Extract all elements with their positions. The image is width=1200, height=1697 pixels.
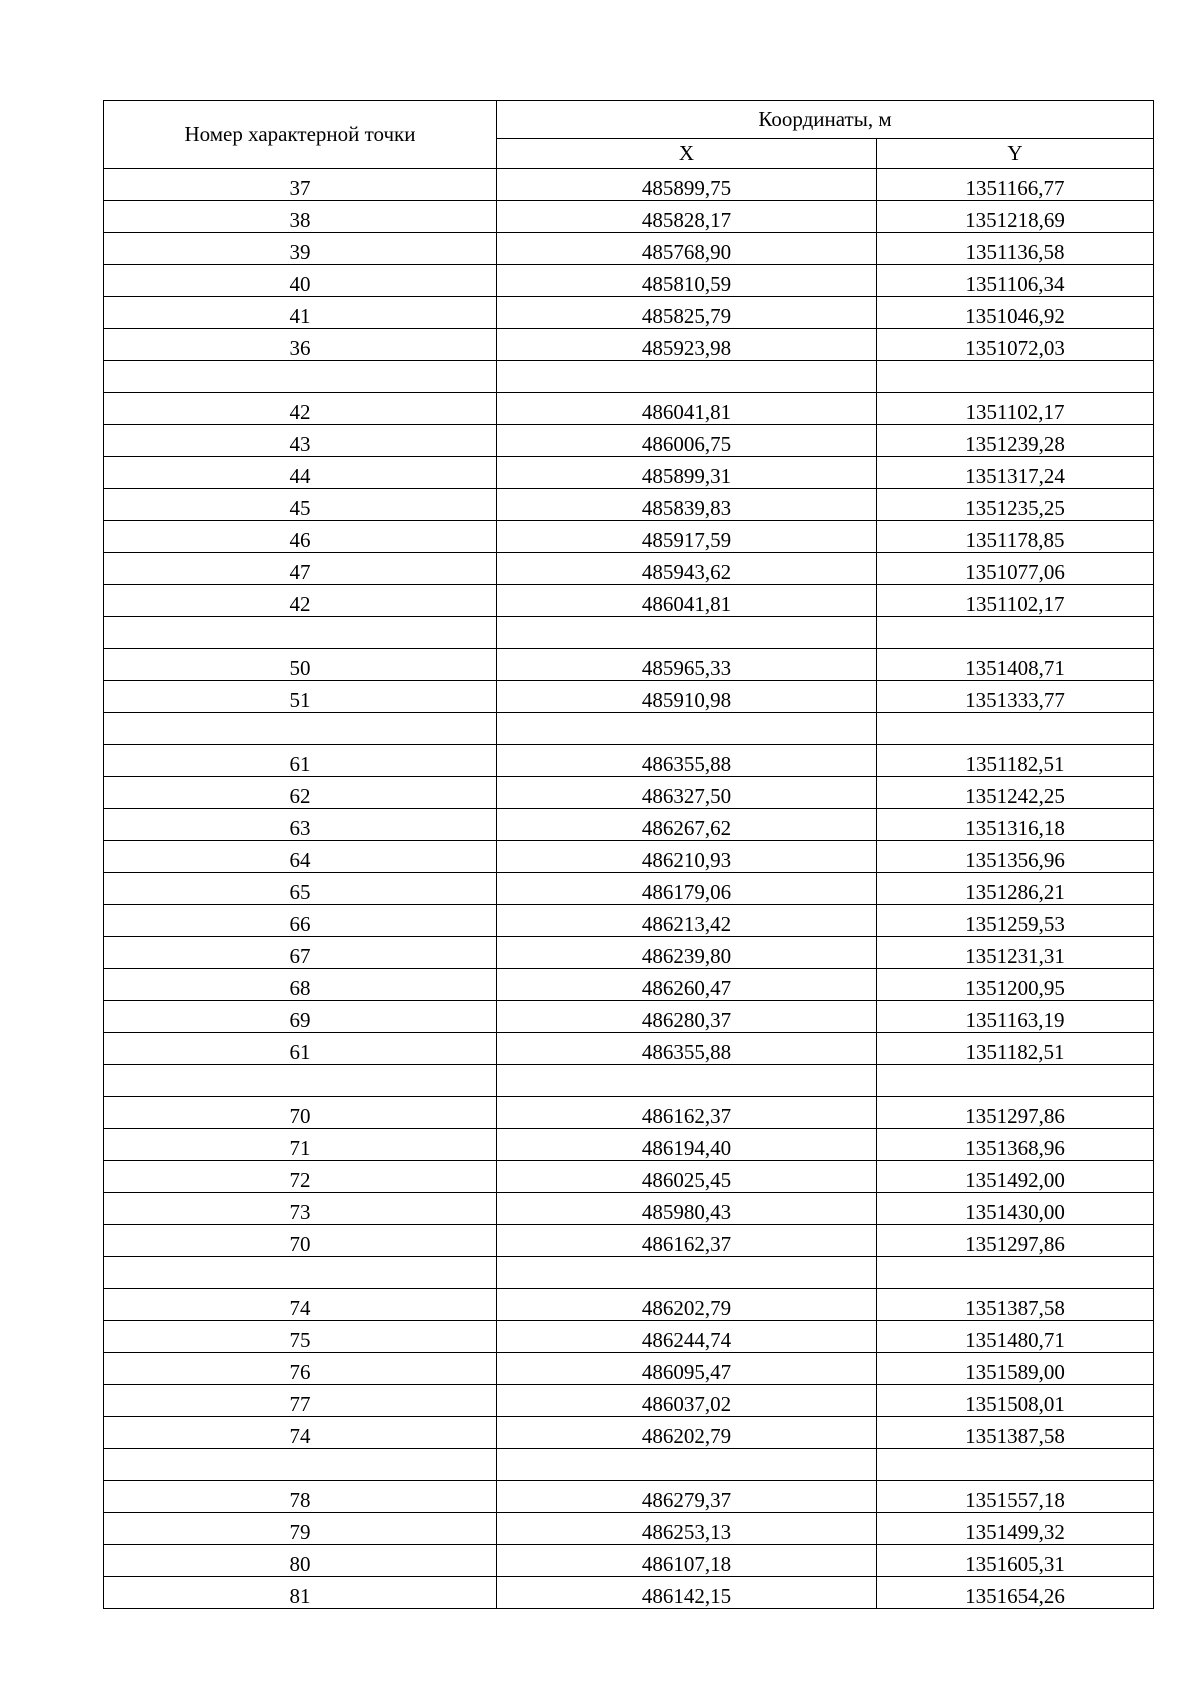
table-row xyxy=(104,329,1154,361)
x-coordinate-cell: 486162,37 xyxy=(497,1097,877,1129)
table-row xyxy=(104,233,1154,265)
point-number-cell: 79 xyxy=(104,1513,497,1545)
x-coordinate-cell: 485910,98 xyxy=(497,681,877,713)
point-number-cell xyxy=(104,617,497,649)
y-coordinate-cell: 1351333,77 xyxy=(877,681,1154,713)
point-number-cell: 74 xyxy=(104,1417,497,1449)
x-coordinate-cell: 486355,88 xyxy=(497,1033,877,1065)
y-coordinate-cell: 1351136,58 xyxy=(877,233,1154,265)
table-row xyxy=(104,297,1154,329)
point-number-cell: 64 xyxy=(104,841,497,873)
table-row xyxy=(104,169,1154,201)
y-coordinate-cell: 1351408,71 xyxy=(877,649,1154,681)
x-coordinate-cell xyxy=(497,1257,877,1289)
point-number-cell: 71 xyxy=(104,1129,497,1161)
y-coordinate-cell: 1351387,58 xyxy=(877,1417,1154,1449)
point-number-cell: 76 xyxy=(104,1353,497,1385)
point-number-cell: 61 xyxy=(104,745,497,777)
table-row xyxy=(104,1225,1154,1257)
table-row xyxy=(104,1481,1154,1513)
table-row xyxy=(104,265,1154,297)
y-coordinate-cell: 1351499,32 xyxy=(877,1513,1154,1545)
x-column-header: X xyxy=(497,139,877,169)
table-row xyxy=(104,1001,1154,1033)
point-number-cell: 80 xyxy=(104,1545,497,1577)
separator-row xyxy=(104,361,1154,393)
x-coordinate-cell: 486280,37 xyxy=(497,1001,877,1033)
point-number-cell: 78 xyxy=(104,1481,497,1513)
x-coordinate-cell: 486202,79 xyxy=(497,1417,877,1449)
point-number-cell: 50 xyxy=(104,649,497,681)
point-number-cell: 44 xyxy=(104,457,497,489)
x-coordinate-cell: 485980,43 xyxy=(497,1193,877,1225)
x-coordinate-cell: 486037,02 xyxy=(497,1385,877,1417)
x-coordinate-cell: 486355,88 xyxy=(497,745,877,777)
point-number-cell: 46 xyxy=(104,521,497,553)
separator-row xyxy=(104,713,1154,745)
x-coordinate-cell: 485839,83 xyxy=(497,489,877,521)
x-coordinate-cell: 486210,93 xyxy=(497,841,877,873)
x-coordinate-cell: 485965,33 xyxy=(497,649,877,681)
table-row xyxy=(104,1353,1154,1385)
y-coordinate-cell: 1351387,58 xyxy=(877,1289,1154,1321)
y-coordinate-cell: 1351231,31 xyxy=(877,937,1154,969)
y-coordinate-cell: 1351654,26 xyxy=(877,1577,1154,1609)
x-coordinate-cell: 485828,17 xyxy=(497,201,877,233)
point-number-cell xyxy=(104,1449,497,1481)
table-row xyxy=(104,1385,1154,1417)
y-coordinate-cell: 1351480,71 xyxy=(877,1321,1154,1353)
x-coordinate-cell: 486213,42 xyxy=(497,905,877,937)
point-number-cell: 68 xyxy=(104,969,497,1001)
x-coordinate-cell: 485768,90 xyxy=(497,233,877,265)
y-coordinate-cell: 1351182,51 xyxy=(877,1033,1154,1065)
y-coordinate-cell: 1351286,21 xyxy=(877,873,1154,905)
table-row xyxy=(104,1193,1154,1225)
y-coordinate-cell: 1351235,25 xyxy=(877,489,1154,521)
y-coordinate-cell xyxy=(877,361,1154,393)
point-number-cell: 75 xyxy=(104,1321,497,1353)
table-row xyxy=(104,553,1154,585)
table-row xyxy=(104,1161,1154,1193)
x-coordinate-cell: 486267,62 xyxy=(497,809,877,841)
x-coordinate-cell: 486142,15 xyxy=(497,1577,877,1609)
table-row xyxy=(104,585,1154,617)
point-number-cell xyxy=(104,1257,497,1289)
x-coordinate-cell: 485810,59 xyxy=(497,265,877,297)
table-row xyxy=(104,905,1154,937)
x-coordinate-cell: 486202,79 xyxy=(497,1289,877,1321)
point-number-cell: 42 xyxy=(104,393,497,425)
point-number-cell: 74 xyxy=(104,1289,497,1321)
table-row xyxy=(104,777,1154,809)
y-coordinate-cell: 1351077,06 xyxy=(877,553,1154,585)
separator-row xyxy=(104,1065,1154,1097)
table-row xyxy=(104,873,1154,905)
point-number-cell: 43 xyxy=(104,425,497,457)
x-coordinate-cell: 486095,47 xyxy=(497,1353,877,1385)
point-number-cell: 36 xyxy=(104,329,497,361)
point-number-cell: 51 xyxy=(104,681,497,713)
y-coordinate-cell: 1351317,24 xyxy=(877,457,1154,489)
x-coordinate-cell: 486260,47 xyxy=(497,969,877,1001)
x-coordinate-cell: 486194,40 xyxy=(497,1129,877,1161)
point-number-cell xyxy=(104,361,497,393)
y-coordinate-cell xyxy=(877,1449,1154,1481)
table-row xyxy=(104,1577,1154,1609)
y-coordinate-cell: 1351106,34 xyxy=(877,265,1154,297)
point-number-cell: 61 xyxy=(104,1033,497,1065)
y-coordinate-cell: 1351178,85 xyxy=(877,521,1154,553)
x-coordinate-cell: 486244,74 xyxy=(497,1321,877,1353)
point-number-cell: 70 xyxy=(104,1225,497,1257)
x-coordinate-cell: 486253,13 xyxy=(497,1513,877,1545)
table-row xyxy=(104,1513,1154,1545)
y-coordinate-cell: 1351102,17 xyxy=(877,393,1154,425)
point-number-cell: 38 xyxy=(104,201,497,233)
table-row xyxy=(104,681,1154,713)
x-coordinate-cell: 486006,75 xyxy=(497,425,877,457)
y-coordinate-cell: 1351430,00 xyxy=(877,1193,1154,1225)
y-coordinate-cell: 1351368,96 xyxy=(877,1129,1154,1161)
y-coordinate-cell xyxy=(877,617,1154,649)
point-number-cell: 73 xyxy=(104,1193,497,1225)
x-coordinate-cell: 485825,79 xyxy=(497,297,877,329)
table-row xyxy=(104,393,1154,425)
point-number-cell: 40 xyxy=(104,265,497,297)
table-row xyxy=(104,745,1154,777)
x-coordinate-cell: 486041,81 xyxy=(497,585,877,617)
y-coordinate-cell xyxy=(877,1065,1154,1097)
point-number-cell: 77 xyxy=(104,1385,497,1417)
y-coordinate-cell: 1351557,18 xyxy=(877,1481,1154,1513)
point-number-cell: 72 xyxy=(104,1161,497,1193)
y-coordinate-cell: 1351182,51 xyxy=(877,745,1154,777)
point-number-cell: 39 xyxy=(104,233,497,265)
x-coordinate-cell: 486162,37 xyxy=(497,1225,877,1257)
y-coordinate-cell: 1351297,86 xyxy=(877,1225,1154,1257)
table-row xyxy=(104,489,1154,521)
point-number-cell: 37 xyxy=(104,169,497,201)
table-row xyxy=(104,1097,1154,1129)
x-coordinate-cell: 485943,62 xyxy=(497,553,877,585)
y-coordinate-cell: 1351239,28 xyxy=(877,425,1154,457)
table-row xyxy=(104,1033,1154,1065)
point-number-cell: 62 xyxy=(104,777,497,809)
y-coordinate-cell: 1351356,96 xyxy=(877,841,1154,873)
separator-row xyxy=(104,1257,1154,1289)
x-coordinate-cell: 485923,98 xyxy=(497,329,877,361)
separator-row xyxy=(104,1449,1154,1481)
table-row xyxy=(104,649,1154,681)
table-row xyxy=(104,521,1154,553)
y-coordinate-cell: 1351316,18 xyxy=(877,809,1154,841)
y-coordinate-cell: 1351242,25 xyxy=(877,777,1154,809)
table-row xyxy=(104,1129,1154,1161)
separator-row xyxy=(104,617,1154,649)
y-coordinate-cell: 1351508,01 xyxy=(877,1385,1154,1417)
table-body xyxy=(104,169,1154,1609)
x-coordinate-cell: 486279,37 xyxy=(497,1481,877,1513)
x-coordinate-cell xyxy=(497,1449,877,1481)
table-row xyxy=(104,425,1154,457)
y-coordinate-cell: 1351046,92 xyxy=(877,297,1154,329)
point-number-cell: 47 xyxy=(104,553,497,585)
y-coordinate-cell: 1351297,86 xyxy=(877,1097,1154,1129)
point-number-cell xyxy=(104,1065,497,1097)
x-coordinate-cell xyxy=(497,361,877,393)
table-row xyxy=(104,1289,1154,1321)
table-row xyxy=(104,1545,1154,1577)
point-number-cell: 66 xyxy=(104,905,497,937)
point-number-cell: 81 xyxy=(104,1577,497,1609)
x-coordinate-cell: 485899,31 xyxy=(497,457,877,489)
x-coordinate-cell xyxy=(497,1065,877,1097)
x-coordinate-cell: 486041,81 xyxy=(497,393,877,425)
point-number-cell: 42 xyxy=(104,585,497,617)
y-column-header: Y xyxy=(877,139,1154,169)
y-coordinate-cell: 1351163,19 xyxy=(877,1001,1154,1033)
point-number-header: Номер характерной точки xyxy=(104,101,497,169)
y-coordinate-cell: 1351218,69 xyxy=(877,201,1154,233)
point-number-cell: 45 xyxy=(104,489,497,521)
table-row xyxy=(104,457,1154,489)
x-coordinate-cell: 486179,06 xyxy=(497,873,877,905)
coordinates-header: Координаты, м xyxy=(497,101,1154,139)
point-number-cell: 69 xyxy=(104,1001,497,1033)
y-coordinate-cell xyxy=(877,1257,1154,1289)
table-row xyxy=(104,1417,1154,1449)
point-number-cell: 65 xyxy=(104,873,497,905)
y-coordinate-cell: 1351492,00 xyxy=(877,1161,1154,1193)
x-coordinate-cell: 485899,75 xyxy=(497,169,877,201)
x-coordinate-cell: 486239,80 xyxy=(497,937,877,969)
point-number-cell: 41 xyxy=(104,297,497,329)
x-coordinate-cell: 485917,59 xyxy=(497,521,877,553)
y-coordinate-cell: 1351166,77 xyxy=(877,169,1154,201)
point-number-cell: 67 xyxy=(104,937,497,969)
point-number-cell: 63 xyxy=(104,809,497,841)
table-row xyxy=(104,841,1154,873)
y-coordinate-cell: 1351200,95 xyxy=(877,969,1154,1001)
y-coordinate-cell: 1351259,53 xyxy=(877,905,1154,937)
x-coordinate-cell: 486107,18 xyxy=(497,1545,877,1577)
x-coordinate-cell xyxy=(497,617,877,649)
point-number-cell xyxy=(104,713,497,745)
x-coordinate-cell: 486025,45 xyxy=(497,1161,877,1193)
coordinates-table xyxy=(103,100,1154,1609)
table-header xyxy=(104,101,1154,169)
table-row xyxy=(104,969,1154,1001)
y-coordinate-cell: 1351605,31 xyxy=(877,1545,1154,1577)
table-row xyxy=(104,1321,1154,1353)
y-coordinate-cell xyxy=(877,713,1154,745)
y-coordinate-cell: 1351589,00 xyxy=(877,1353,1154,1385)
table-row xyxy=(104,809,1154,841)
x-coordinate-cell: 486327,50 xyxy=(497,777,877,809)
y-coordinate-cell: 1351072,03 xyxy=(877,329,1154,361)
y-coordinate-cell: 1351102,17 xyxy=(877,585,1154,617)
table-row xyxy=(104,201,1154,233)
point-number-cell: 70 xyxy=(104,1097,497,1129)
x-coordinate-cell xyxy=(497,713,877,745)
table-row xyxy=(104,937,1154,969)
